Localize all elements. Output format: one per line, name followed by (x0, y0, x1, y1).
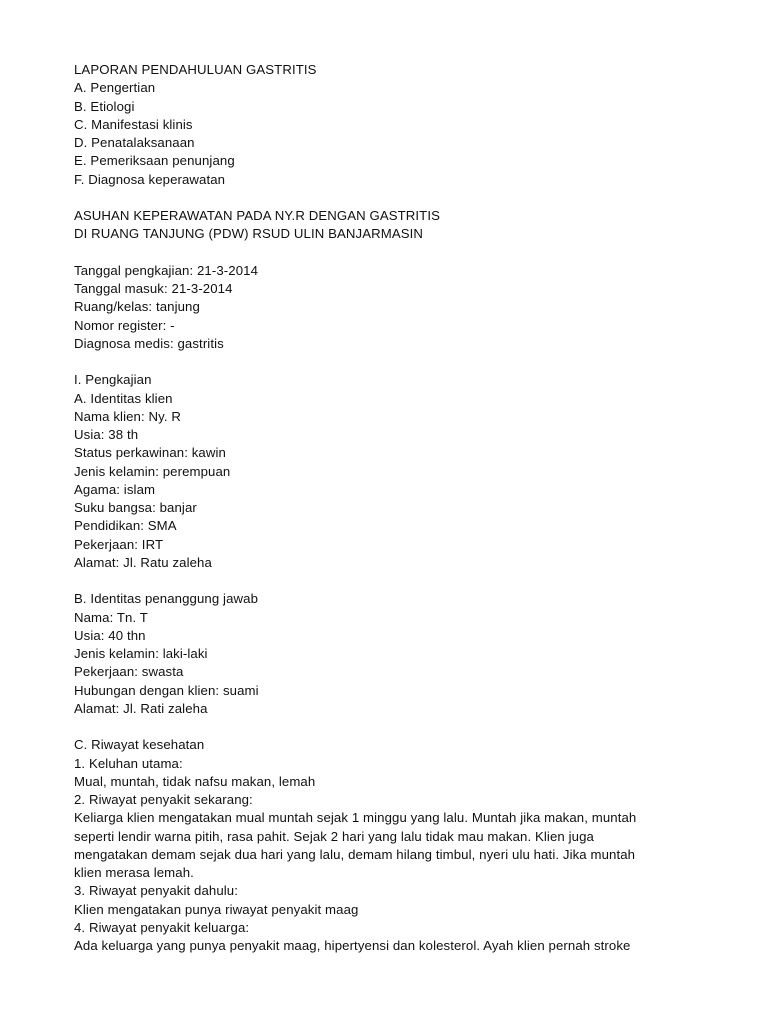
outline-list (74, 79, 694, 189)
paragraph-line: klien merasa lemah. (74, 865, 194, 880)
history-item-heading: 1. Keluhan utama: (74, 755, 183, 771)
spacer (74, 572, 694, 590)
current-illness-paragraph (74, 809, 694, 882)
identity-item: Jenis kelamin: perempuan (74, 463, 231, 479)
outline-item: D. Penatalaksanaan (74, 135, 195, 150)
history-item-heading: 4. Riwayat penyakit keluarga: (74, 919, 250, 935)
identity-item: Nama klien: Ny. R (74, 408, 181, 424)
guardian-item: Hubungan dengan klien: suami (74, 682, 259, 698)
outline-item: F. Diagnosa keperawatan (74, 171, 226, 187)
paragraph-line: Keliarga klien mengatakan mual muntah sejak 1 minggu yang lalu. Muntah jika makan, muntah (74, 810, 637, 826)
family-history-text: Ada keluarga yang punya penyakit maag, hipertyensi dan kolesterol. Ayah klien pernah stroke (74, 938, 631, 953)
spacer (74, 189, 694, 207)
identity-item: Status perkawinan: kawin (74, 445, 226, 461)
identity-item: Suku bangsa: banjar (74, 500, 197, 515)
guardian-item: Usia: 40 thn (74, 627, 146, 643)
outline-item: C. Manifestasi klinis (74, 116, 193, 132)
care-heading-line-1: ASUHAN KEPERAWATAN PADA NY.R DENGAN GASTRITIS (74, 208, 440, 223)
admission-item: Tanggal masuk: 21-3-2014 (74, 281, 233, 296)
guardian-item: Alamat: Jl. Rati zaleha (74, 700, 208, 716)
admission-item: Nomor register: - (74, 317, 175, 333)
paragraph-line: seperti lendir warna pitih, rasa pahit. Sejak 2 hari yang lalu tidak mau makan. Klien juga (74, 828, 594, 844)
past-illness-text: Klien mengatakan punya riwayat penyakit maag (74, 901, 359, 917)
care-heading-line-2: DI RUANG TANJUNG (PDW) RSUD ULIN BANJARMASIN (74, 226, 424, 242)
admission-item: Ruang/kelas: tanjung (74, 299, 200, 315)
identity-item: Agama: islam (74, 481, 156, 497)
identity-item: Pendidikan: SMA (74, 518, 177, 534)
admission-item: Diagnosa medis: gastritis (74, 335, 224, 351)
subsection-heading: C. Riwayat kesehatan (74, 737, 205, 753)
document-body (74, 61, 694, 955)
identity-item: Usia: 38 th (74, 427, 139, 442)
outline-item: E. Pemeriksaan penunjang (74, 153, 235, 169)
identity-item: Alamat: Jl. Ratu zaleha (74, 554, 212, 570)
chief-complaint-text: Mual, muntah, tidak nafsu makan, lemah (74, 773, 316, 789)
section-heading: I. Pengkajian (74, 372, 152, 388)
outline-item: A. Pengertian (74, 80, 156, 96)
spacer (74, 244, 694, 262)
admission-info (74, 262, 694, 353)
outline-item: B. Etiologi (74, 98, 135, 114)
identity-item: Pekerjaan: IRT (74, 536, 164, 552)
guardian-item: Nama: Tn. T (74, 609, 148, 625)
document-title: LAPORAN PENDAHULUAN GASTRITIS (74, 62, 317, 77)
subsection-heading: B. Identitas penanggung jawab (74, 591, 259, 607)
admission-item: Tanggal pengkajian: 21-3-2014 (74, 262, 259, 278)
guardian-identity (74, 609, 694, 719)
paragraph-line: mengatakan demam sejak dua hari yang lalu, demam hilang timbul, nyeri ulu hati. Jika muntah (74, 846, 636, 862)
spacer (74, 353, 694, 371)
history-item-heading: 2. Riwayat penyakit sekarang: (74, 792, 253, 807)
spacer (74, 718, 694, 736)
guardian-item: Jenis kelamin: laki-laki (74, 646, 208, 661)
client-identity (74, 408, 694, 572)
guardian-item: Pekerjaan: swasta (74, 664, 184, 680)
subsection-heading: A. Identitas klien (74, 390, 173, 406)
history-item-heading: 3. Riwayat penyakit dahulu: (74, 883, 238, 899)
